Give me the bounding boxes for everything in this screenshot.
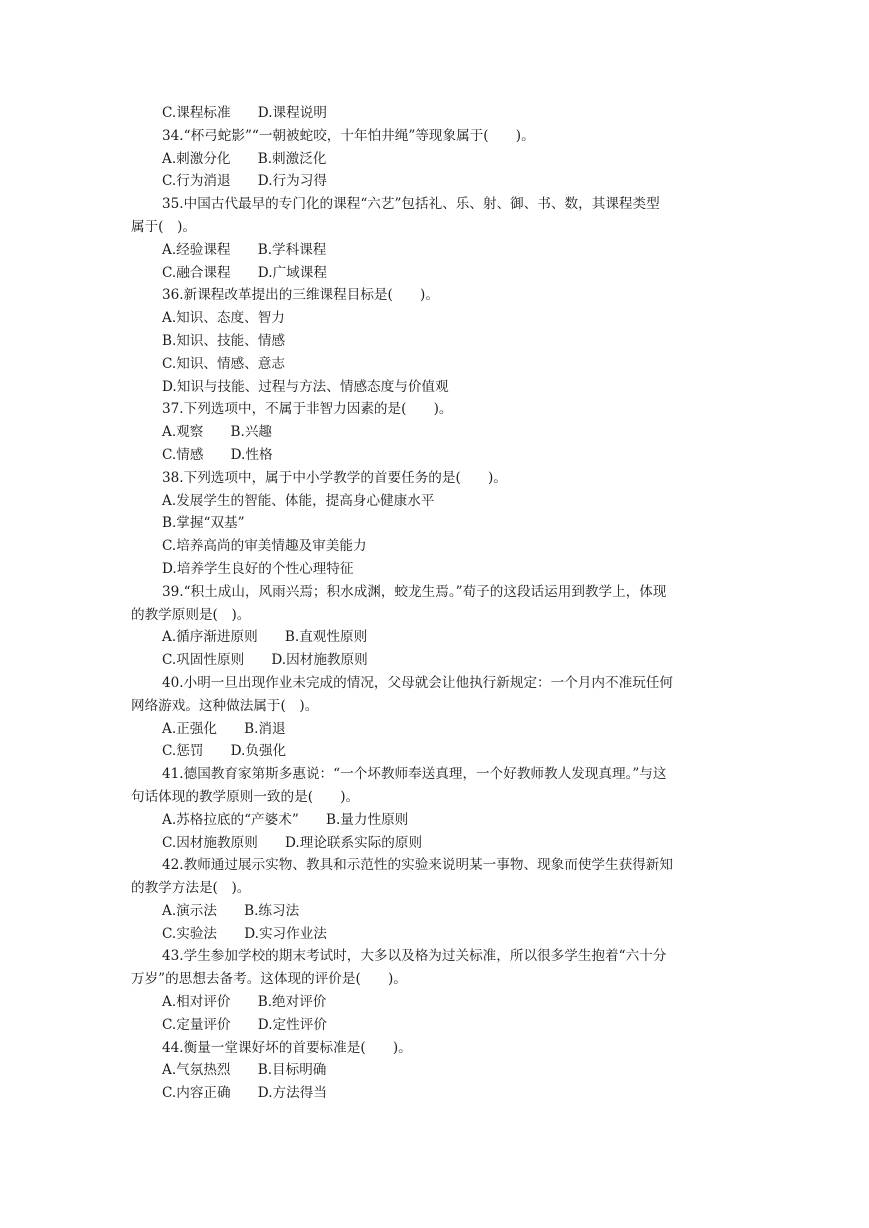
question-stem: 43.学生参加学校的期末考试时，大多以及格为过关标准，所以很多学生抱着“六十分 — [162, 948, 667, 965]
question-stem: 37.下列选项中，不属于非智力因素的是( )。 — [162, 401, 453, 418]
question-stem-continuation: 万岁”的思想去备考。这体现的评价是( )。 — [131, 971, 407, 988]
answer-options: C.惩罚 D.负强化 — [162, 743, 287, 760]
question-stem: 34.“杯弓蛇影”“一朝被蛇咬，十年怕井绳”等现象属于( )。 — [162, 127, 535, 144]
answer-options: A.苏格拉底的“产婆术” B.量力性原则 — [162, 811, 409, 828]
question-stem-continuation: 句话体现的教学原则一致的是( )。 — [131, 788, 360, 805]
answer-options: C.巩固性原则 D.因材施教原则 — [162, 652, 368, 669]
answer-options: A.演示法 B.练习法 — [162, 902, 300, 919]
answer-options: B.知识、技能、情感 — [162, 332, 286, 349]
question-stem-continuation: 的教学原则是( )。 — [131, 606, 251, 623]
question-stem-continuation: 网络游戏。这种做法属于( )。 — [131, 697, 319, 714]
question-stem: 38.下列选项中，属于中小学教学的首要任务的是( )。 — [162, 469, 507, 486]
answer-options: C.培养高尚的审美情趣及审美能力 — [162, 538, 367, 555]
question-stem: 41.德国教育家第斯多惠说：“一个坏教师奉送真理，一个好教师教人发现真理。”与这 — [162, 766, 667, 783]
answer-options: C.课程标准 D.课程说明 — [162, 105, 327, 121]
question-stem: 44.衡量一堂课好坏的首要标准是( )。 — [162, 1039, 412, 1056]
answer-options: C.行为消退 D.行为习得 — [162, 173, 327, 190]
answer-options: C.情感 D.性格 — [162, 446, 273, 463]
answer-options: A.气氛热烈 B.目标明确 — [162, 1062, 327, 1079]
answer-options: A.正强化 B.消退 — [162, 720, 286, 737]
question-stem: 39.“积土成山，风雨兴焉；积水成渊，蛟龙生焉。”荀子的这段话运用到教学上，体现 — [162, 583, 667, 600]
answer-options: D.知识与技能、过程与方法、情感态度与价值观 — [162, 378, 449, 395]
answer-options: B.掌握“双基” — [162, 515, 245, 532]
exam-questions — [0, 102, 869, 1105]
question-stem-continuation: 的教学方法是( )。 — [131, 880, 251, 897]
answer-options: A.循序渐进原则 B.直观性原则 — [162, 629, 368, 646]
answer-options: C.内容正确 D.方法得当 — [162, 1085, 327, 1102]
answer-options: A.知识、态度、智力 — [162, 310, 285, 327]
answer-options: A.相对评价 B.绝对评价 — [162, 994, 327, 1011]
answer-options: A.刺激分化 B.刺激泛化 — [162, 150, 327, 167]
answer-options: A.经验课程 B.学科课程 — [162, 241, 327, 258]
answer-options: C.知识、情感、意志 — [162, 355, 285, 372]
question-stem: 42.教师通过展示实物、教具和示范性的实验来说明某一事物、现象而使学生获得新知 — [162, 857, 673, 874]
question-stem: 40.小明一旦出现作业未完成的情况，父母就会让他执行新规定：一个月内不准玩任何 — [162, 674, 673, 691]
answer-options: C.因材施教原则 D.理论联系实际的原则 — [162, 834, 423, 851]
question-stem: 36.新课程改革提出的三维课程目标是( )。 — [162, 287, 439, 304]
answer-options: A.观察 B.兴趣 — [162, 424, 273, 441]
answer-options: C.实验法 D.实习作业法 — [162, 925, 327, 942]
answer-options: C.融合课程 D.广域课程 — [162, 264, 327, 281]
answer-options: C.定量评价 D.定性评价 — [162, 1016, 327, 1033]
question-stem: 35.中国古代最早的专门化的课程“六艺”包括礼、乐、射、御、书、数，其课程类型 — [162, 196, 660, 213]
answer-options: A.发展学生的智能、体能，提高身心健康水平 — [162, 492, 435, 509]
question-stem-continuation: 属于( )。 — [131, 218, 196, 235]
answer-options: D.培养学生良好的个性心理特征 — [162, 560, 354, 577]
